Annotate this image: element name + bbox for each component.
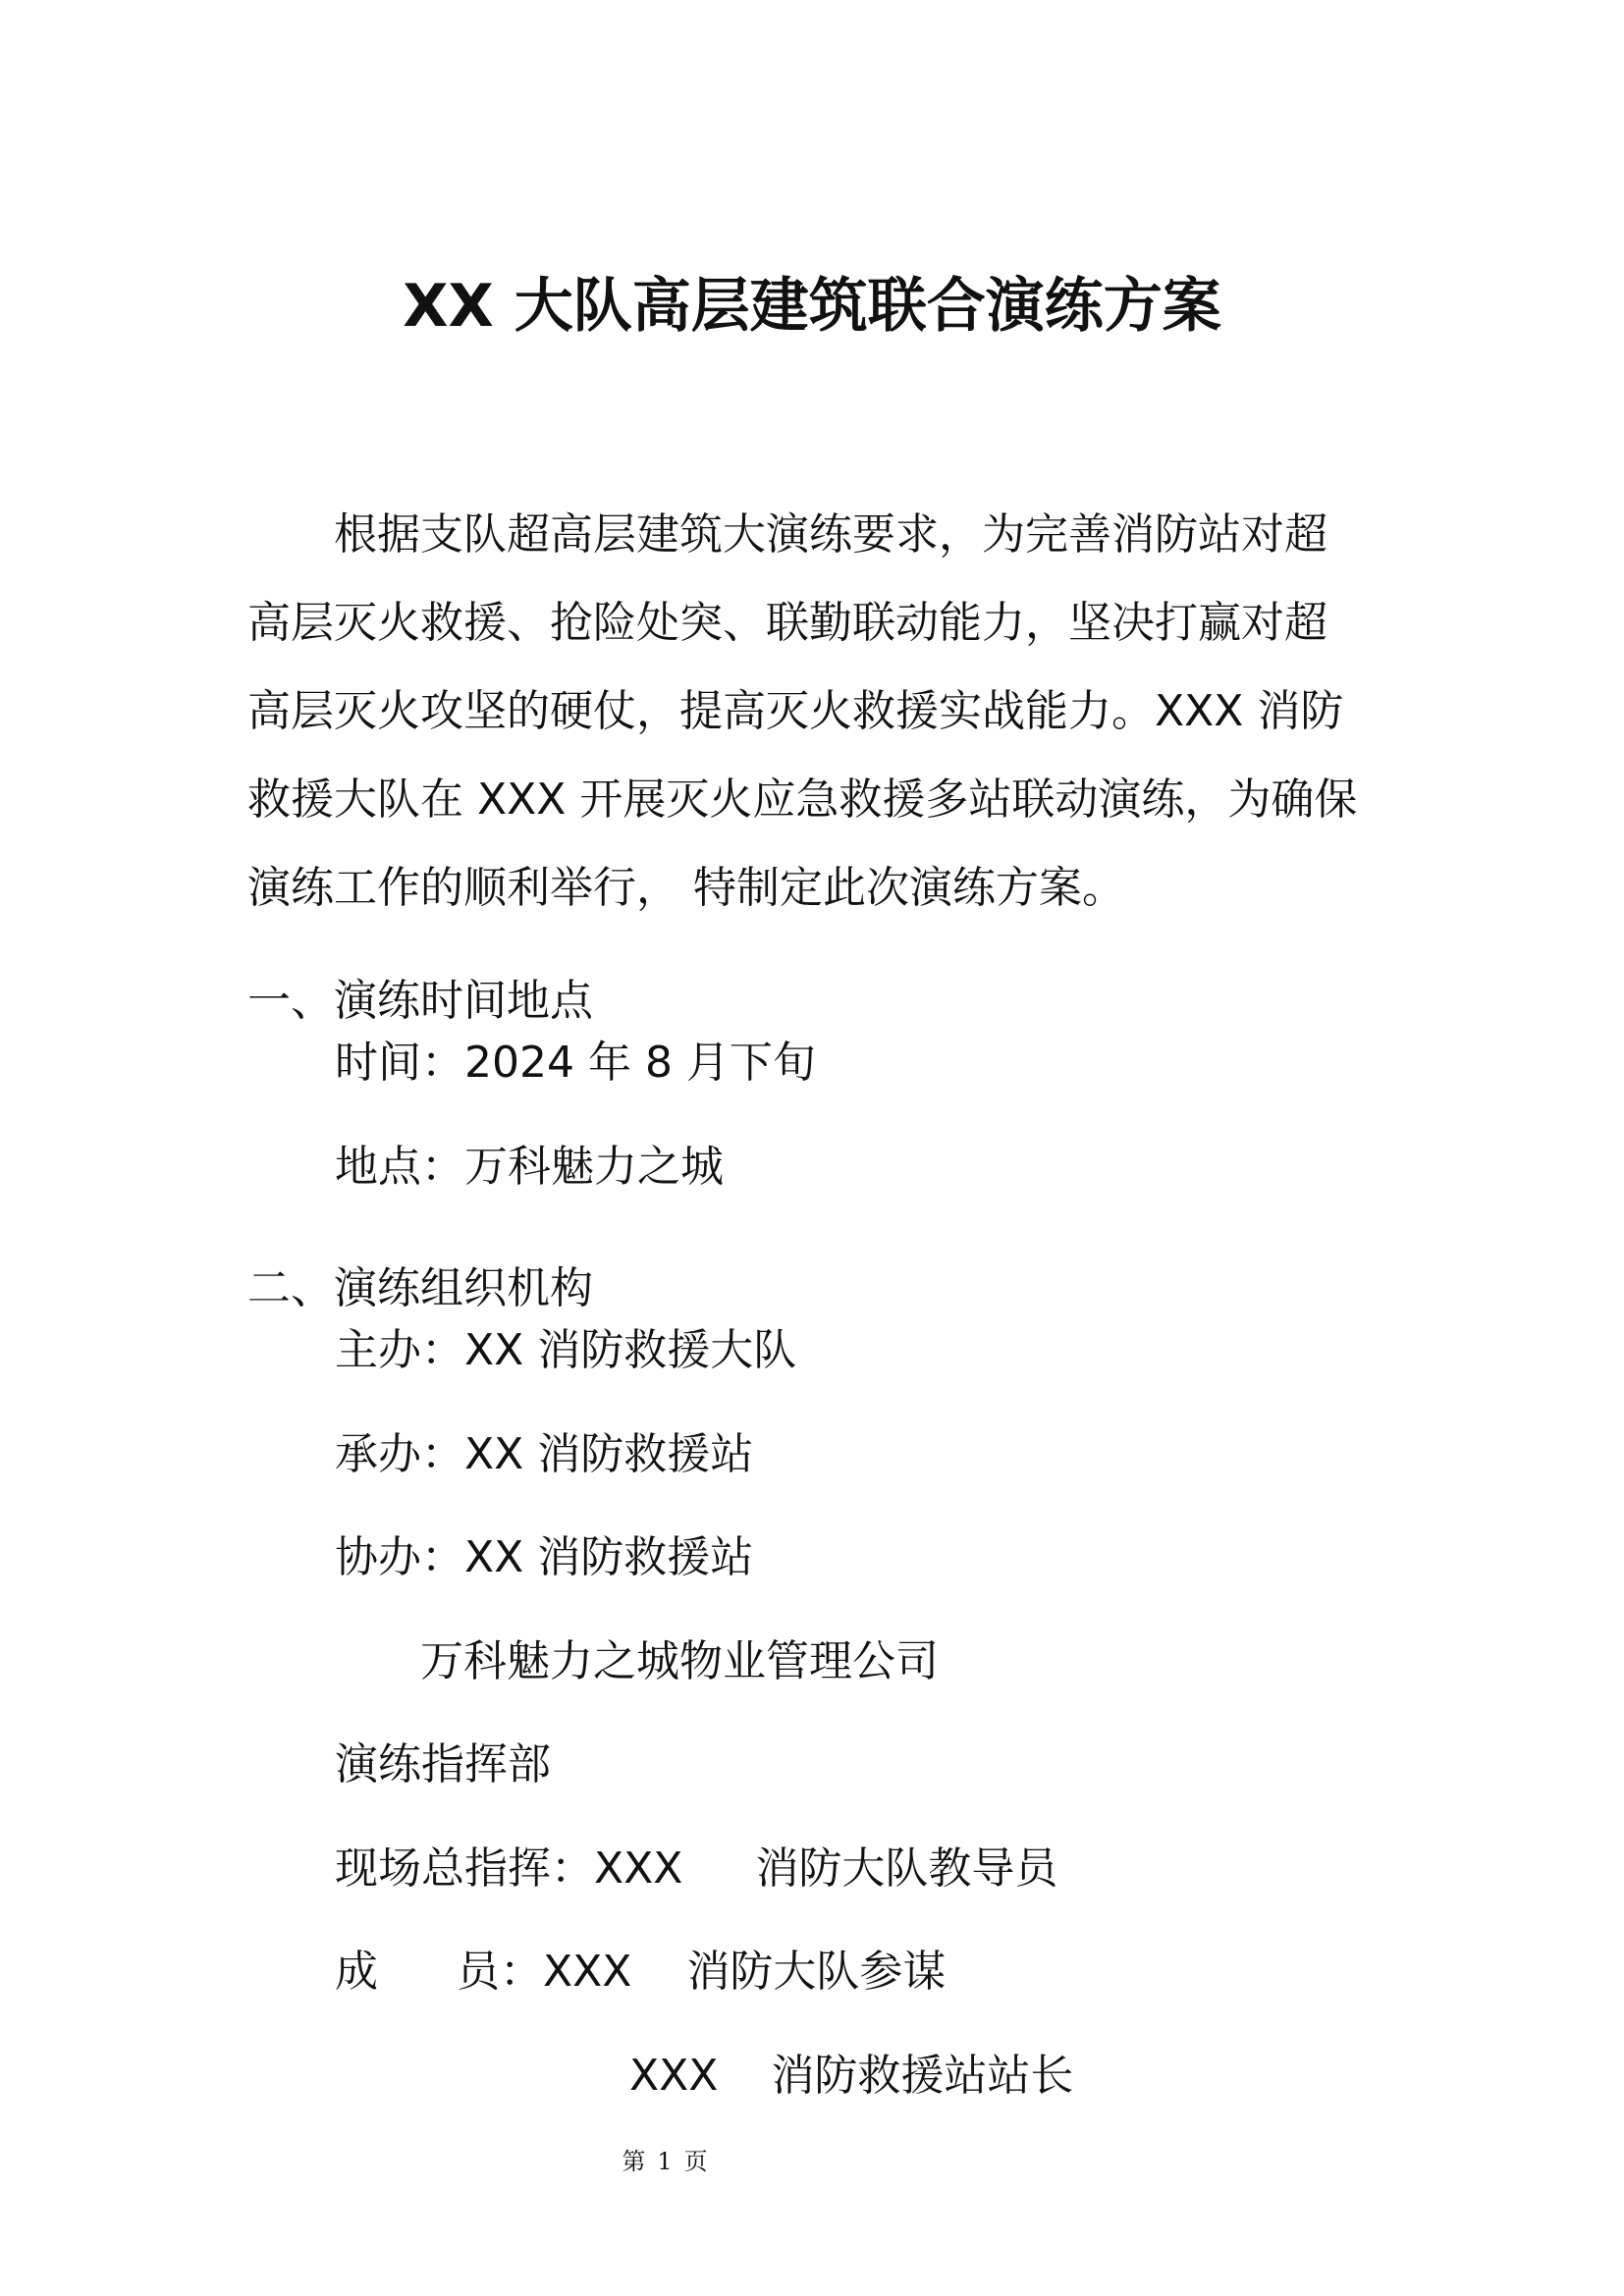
member-label-part-2: 员：XXX (457, 1947, 632, 1997)
footer-prefix: 第 (622, 2148, 646, 2175)
drill-place: 地点：万科魅力之城 (335, 1142, 724, 1192)
intro-line: 救援大队在 XXX 开展灭火应急救援多站联动演练，为确保 (247, 774, 1358, 825)
document-title: XX 大队高层建筑联合演练方案 (403, 272, 1221, 341)
drill-time: 时间：2024 年 8 月下旬 (335, 1038, 816, 1088)
footer-suffix: 页 (683, 2148, 708, 2175)
section-heading: 一、演练时间地点 (247, 976, 593, 1026)
member-line (335, 1943, 946, 2002)
page-number: 1 (657, 2148, 673, 2175)
commander-line (335, 1840, 1057, 1898)
member-label-part-1: 成 (335, 1947, 378, 1997)
commander-role: 消防大队教导员 (755, 1843, 1058, 1894)
commander-label: 现场总指挥：XXX (335, 1843, 683, 1894)
intro-line: 高层灭火救援、抢险处突、联勤联动能力，坚决打赢对超 (247, 598, 1327, 648)
member-line-2 (629, 2047, 1073, 2106)
co-organizer-line: 协办：XX 消防救援站 (335, 1532, 754, 1582)
intro-line: 根据支队超高层建筑大演练要求，为完善消防站对超 (334, 509, 1327, 560)
host-line: 主办：XX 消防救援大队 (335, 1325, 797, 1375)
intro-line: 高层灭火攻坚的硬仗，提高灭火救援实战能力。XXX 消防 (247, 686, 1344, 736)
undertaker-line: 承办：XX 消防救援站 (335, 1429, 754, 1479)
member2-name: XXX (629, 2051, 719, 2101)
intro-paragraph (247, 491, 1386, 933)
co-organizer-line-2: 万科魅力之城物业管理公司 (420, 1636, 939, 1686)
member-role: 消防大队参谋 (686, 1947, 947, 1997)
intro-line: 演练工作的顺利举行， 特制定此次演练方案。 (247, 863, 1125, 913)
member2-role: 消防救援站站长 (771, 2051, 1074, 2101)
command-heading: 演练指挥部 (335, 1739, 551, 1789)
section-heading: 二、演练组织机构 (247, 1263, 593, 1313)
page-footer (0, 2146, 1329, 2177)
